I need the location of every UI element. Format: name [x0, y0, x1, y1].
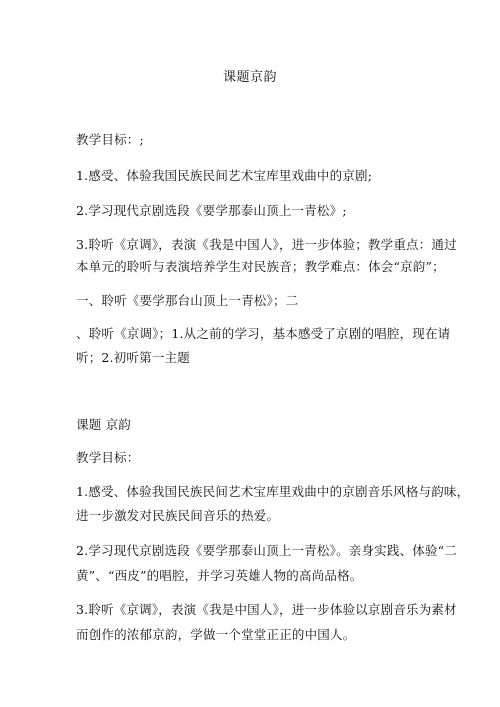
lesson-part-2-line-1: 、聆听《京调》；1.从之前的学习，基本感受了京剧的唱腔，现在请 — [76, 326, 451, 341]
section2-item-3-line-2: 而创作的浓郁京韵，学做一个堂堂正正的中国人。 — [76, 627, 356, 642]
objective-item-2: 2.学习现代京剧选段《要学那泰山顶上一青松》; — [76, 203, 347, 218]
lesson-part-1: 一、聆听《要学那台山顶上一青松》；二 — [76, 293, 299, 308]
lesson-part-2-line-2: 听；2.初听第一主题 — [76, 350, 190, 365]
section2-item-2-line-1: 2.学习现代京剧选段《要学那泰山顶上一青松》。亲身实践、体验“二 — [76, 543, 457, 558]
section2-item-1-line-2: 进一步激发对民族民间音乐的热爱。 — [76, 508, 280, 523]
section2-item-2-line-2: 黄”、“西皮”的唱腔，并学习英雄人物的高尚品格。 — [76, 568, 363, 583]
section2-objectives-heading: 教学目标： — [76, 450, 140, 465]
objective-item-1: 1.感受、体验我国民族民间艺术宝库里戏曲中的京剧; — [76, 168, 373, 183]
section2-title: 课题 京韵 — [76, 417, 131, 432]
section2-item-1-line-1: 1.感受、体验我国民族民间艺术宝库里戏曲中的京剧音乐风格与韵味， — [76, 484, 470, 499]
document-title: 课题京韵 — [222, 70, 277, 85]
objectives-heading: 教学目标：; — [76, 132, 144, 147]
section2-item-3-line-1: 3.聆听《京调》，表演《我是中国人》，进一步体验以京剧音乐为素材 — [76, 602, 457, 617]
objective-item-3-line-2: 本单元的聆听与表演培养学生对民族音；教学难点：体会“京韵”； — [76, 259, 445, 274]
objective-item-3-line-1: 3.聆听《京调》，表演《我是中国人》，进一步体验；教学重点：通过 — [76, 237, 457, 252]
